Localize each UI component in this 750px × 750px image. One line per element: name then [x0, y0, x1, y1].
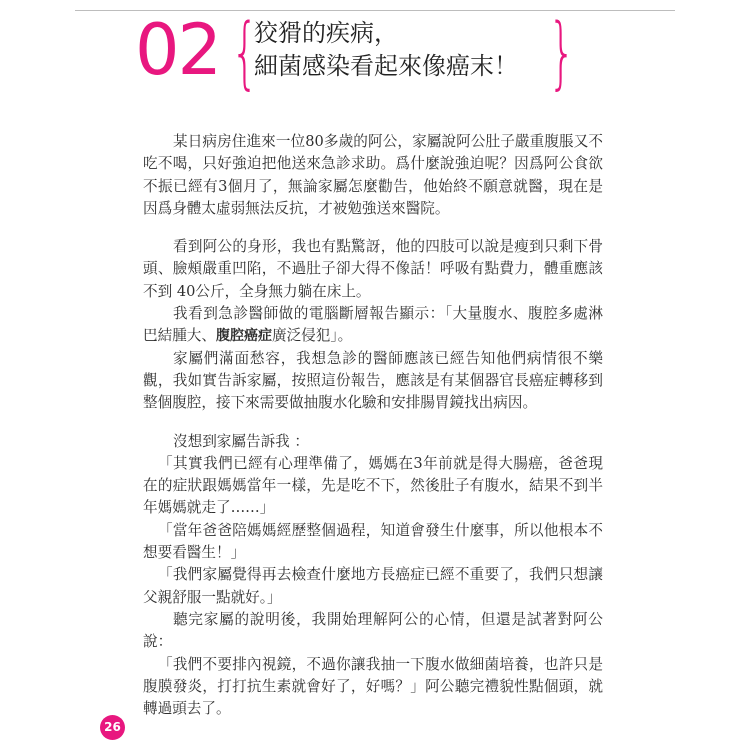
quote-4: 「我們不要排內視鏡，不過你讓我抽一下腹水做細菌培養，也許只是腹膜發炎，打打抗生素就會好了，好嗎？」阿公聽完禮貌性點個頭，就轉過頭去了。: [143, 655, 603, 718]
quote-3: 「我們家屬覺得再去檢查什麼地方長癌症已經不重要了，我們只想讓父親舒服一點就好。」: [143, 566, 603, 606]
paragraph-3: [143, 303, 603, 348]
paragraph-2: 看到阿公的身形，我也有點驚訝，他的四肢可以說是瘦到只剩下骨頭、臉頰嚴重凹陷，不過肚子卻大得不像話！呼吸有點費力，體重應該不到 40公斤，全身無力躺在床上。: [143, 238, 603, 300]
paragraph-1: 某日病房住進來一位80多歲的阿公，家屬說阿公肚子嚴重腹脹又不吃不喝，只好強迫把他送來急診求助。爲什麼說強迫呢？因爲阿公食欲不振已經有3個月了，無論家屬怎麼勸告，他始終不願意就醫，現在是因爲身體太虛弱無法反抗，才被勉強送來醫院。: [143, 133, 603, 217]
page-number-badge: 26: [100, 715, 125, 740]
chapter-title-line-2: 細菌感染看起來像癌末！: [254, 52, 518, 80]
title-brace-open: {: [231, 8, 259, 98]
chapter-number: 02: [135, 9, 221, 91]
chapter-title: [254, 17, 544, 83]
paragraph-3-start: 我看到急診醫師做的電腦斷層報告顯示：「大量腹水、腹腔多處淋巴結腫大、: [143, 305, 603, 345]
paragraph-gap: [143, 220, 603, 236]
emphasis-text: 腹腔癌症: [215, 328, 272, 345]
quote-2: 「當年爸爸陪媽媽經歷整個過程，知道會發生什麼事，所以他根本不想要看醫生！」: [143, 521, 603, 562]
quote-1: 「其實我們已經有心理準備了，媽媽在3年前就是得大腸癌，爸爸現在的症狀跟媽媽當年一樣，先是吃不下，然後肚子有腹水，結果不到半年媽媽就走了……」: [143, 454, 603, 517]
paragraph-5: 沒想到家屬告訴我 ：: [173, 432, 309, 450]
body-text: [143, 131, 603, 720]
paragraph-3-end: 廣泛侵犯」。: [271, 327, 353, 345]
paragraph-4: 家屬們滿面愁容，我想急診的醫師應該已經告知他們病情很不樂觀，我如實告訴家屬，按照這份報告，應該是有某個器官長癌症轉移到整個腹腔，接下來需要做抽腹水化驗和安排腸胃鏡找出病因。: [143, 349, 603, 412]
title-brace-close: }: [548, 8, 576, 98]
chapter-title-line-1: 狡猾的疾病，: [254, 19, 398, 47]
paragraph-gap: [143, 415, 603, 431]
paragraph-6: 聽完家屬的說明後，我開始理解阿公的心情，但還是試著對阿公說：: [143, 610, 603, 651]
